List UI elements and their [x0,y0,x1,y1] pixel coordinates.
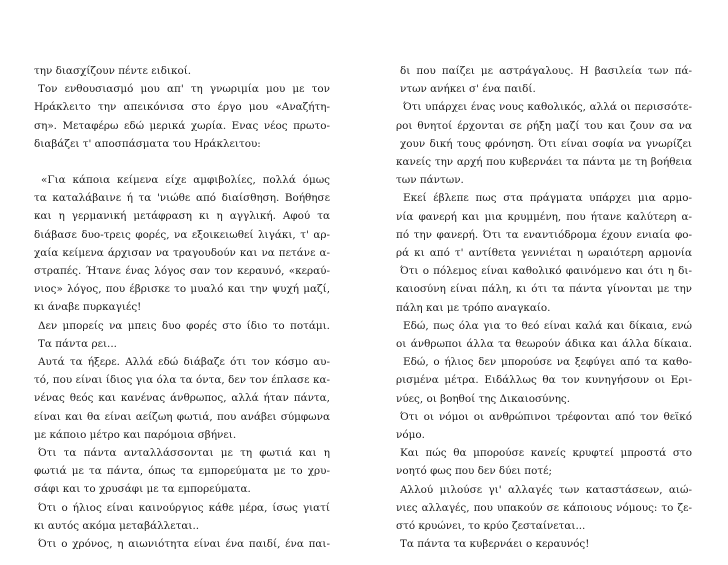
text-line: την διασχίζουν πέντε ειδικοί. [34,65,192,77]
text-line: νία φανερή και μια κρυμμένη, που ήτανε καλύτερη α- [396,210,692,223]
text-line: Τα πάντα ρει... [38,337,117,350]
text-line: Ότι ο χρόνος, η αιωνιότητα είναι ένα παιδί, ένα παι- [38,538,330,551]
text-line: ροι θνητοί έρχονται σε ρήξη μαζί του και ζουν σα να [396,119,692,132]
text-line: πάλη και με τρόπο αναγκαίο. [396,301,551,314]
text-line: με κάποιο μέτρο και παρόμοια σβήνει. [34,428,237,441]
text-line: Ότι οι νόμοι οι ανθρώπινοι τρέφονται από τον θεϊκό [400,410,692,423]
text-line: νοητό φως που δεν δύει ποτέ; [396,465,552,478]
text-line: καιοσύνη είναι πάλη, κι ότι τα πάντα γίνονται με την [396,283,692,296]
text-line: νύες, οι βοηθοί της Δικαιοσύνης. [396,392,571,405]
text-line: Αλλού μιλούσε γι' αλλαγές των καταστάσεων, αιώ- [400,483,692,496]
text-line: χαία κείμενα άρχισαν να τραγουδούν και να πετάνε α- [34,246,330,259]
text-line: κι άναβε πυρκαγιές! [34,301,142,314]
text-line: πό την φανερή. Ότι τα εναντιόδρομα έχουν ενιαία φο- [396,228,692,241]
text-line: είναι και θα είναι αείζωη φωτιά, που ανάβει σύμφωνα [34,410,330,423]
text-line: οι άνθρωποι άλλα τα θεωρούν άδικα και άλλα δίκαια. [396,338,692,351]
text-line: ρά κι από τ' αντίθετα γεννιέται η ωραιότερη αρμονία [396,247,692,260]
text-line: νόμο. [396,429,425,442]
text-line: «Για κάποια κείμενα είχε αμφιβολίες, πολλά όμως [41,174,330,187]
text-line: Ότι τα πάντα ανταλλάσσονται με τη φωτιά και η [38,447,330,460]
text-line: τό, που είναι ίδιος για όλα τα όντα, δεν τον έπλασε κα- [34,374,330,387]
text-line: νιες αλλαγές, που υπακούν σε κάποιους νόμους: το ζε- [396,501,692,514]
text-line: Εδώ, ο ήλιος δεν μπορούσε να ξεφύγει από τα καθο- [403,356,692,369]
text-line: των πάντων. [396,174,464,187]
paragraph-gap [34,153,330,171]
text-line: Ότι ο ήλιος είναι καινούργιος κάθε μέρα, ίσως γιατί [38,501,330,514]
text-line: κι αυτός ακόμα μεταβάλλεται.. [34,519,200,532]
text-line: φωτιά με τα πάντα, όπως τα εμπορεύματα με το χρυ- [34,465,330,478]
text-line: νιος» λόγος, που έβρισκε το μυαλό και την ψυχή μαζί, [34,283,330,296]
text-line: ση». Μεταφέρω εδώ μερικά χωρία. Ενας νέος πρωτο- [34,119,330,132]
text-line: χουν δική τους φρόνηση. Ότι είναι σοφία να γνωρίζει [400,137,692,150]
text-line: Εδώ, πως όλα για το θεό είναι καλά και δίκαια, ενώ [403,319,692,332]
text-line: Δεν μπορείς να μπεις δυο φορές στο ίδιο το ποτάμι. [38,319,330,332]
text-line: Ότι ο πόλεμος είναι καθολικό φαινόμενο και ότι η δι- [400,265,692,278]
text-line: ντων ανήκει σ' ένα παιδί. [400,83,536,96]
text-line: Εκεί έβλεπε πως στα πράγματα υπάρχει μια αρμο- [403,192,692,205]
text-line: διαβάζει τ' αποσπάσματα του Ηράκλειτου: [34,137,261,150]
text-line: τα καταλάβαινε ή τα 'νιώθε από διαίσθηση. Βοήθησε [34,192,330,205]
right-page-text [396,62,692,553]
text-line: Και πώς θα μπορούσε κανείς κρυφτεί μπροστά στο [400,447,692,460]
text-line: Ηράκλειτο την απεικόνισα στο έργο μου «Αναζήτη- [34,101,330,114]
text-line: Τον ενθουσιασμό μου απ' τη γνωριμία μου με τον [38,83,330,96]
text-line: κανείς την αρχή που κυβερνάει τα πάντα με τη βοήθεια [396,156,692,169]
text-line: στραπές. Ήτανε ένας λόγος σαν τον κεραυνό, «κεραύ- [34,265,330,278]
text-line: ρισμένα μέτρα. Ειδάλλως θα τον κυνηγήσουν οι Ερι- [396,374,692,387]
text-line: νένας θεός και κανένας άνθρωπος, αλλά ήταν πάντα, [34,392,330,405]
text-line: σάφι και το χρυσάφι με τα εμπορεύματα. [34,483,251,496]
text-line: διάβασε δυο-τρεις φορές, να εξοικειωθεί λιγάκι, τ' αρ- [34,228,330,241]
text-line: δι που παίζει με αστράγαλους. Η βασιλεία των πά- [400,65,692,77]
text-line: στό κρυώνει, το κρύο ζεσταίνεται... [396,520,586,533]
text-line: Ότι υπάρχει ένας νους καθολικός, αλλά οι περισσότε- [403,101,692,114]
left-page-text [34,62,330,553]
text-line: Τα πάντα τα κυβερνάει ο κεραυνός! [400,538,590,551]
text-line: και η γερμανική μετάφραση κι η αγγλική. Αφού τα [34,210,330,223]
text-line: Αυτά τα ήξερε. Αλλά εδώ διάβαζε ότι τον κόσμο αυ- [38,356,330,369]
